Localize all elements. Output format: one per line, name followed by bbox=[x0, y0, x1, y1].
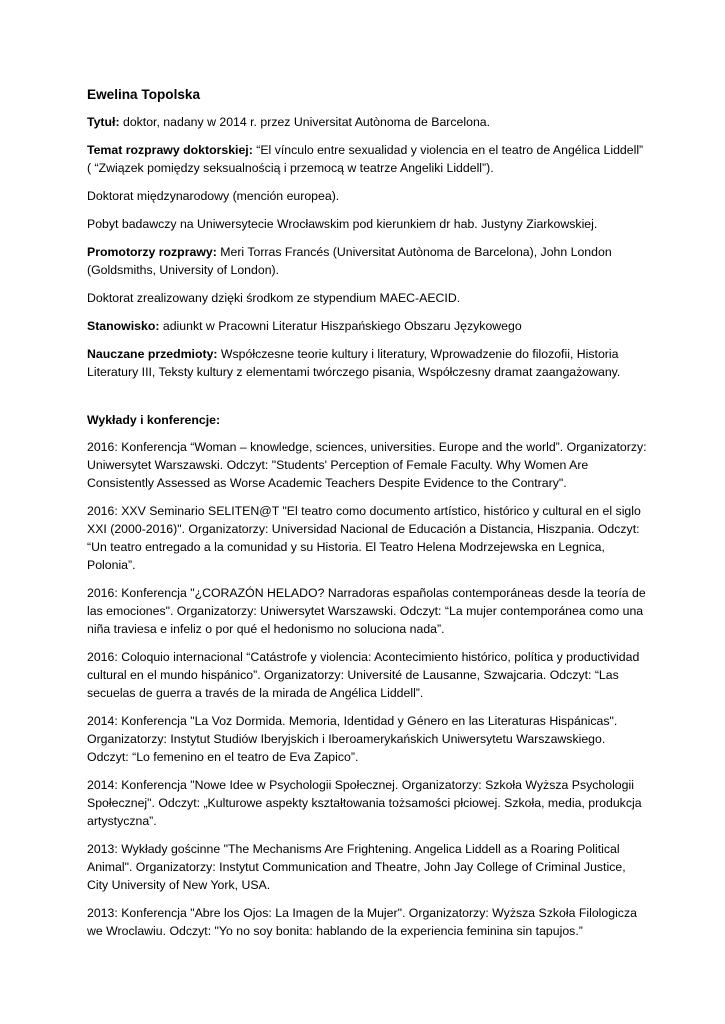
supervisors-label: Promotorzy rozprawy: bbox=[87, 245, 217, 259]
title-text: doktor, nadany w 2014 r. przez Universitat Autònoma de Barcelona. bbox=[119, 115, 491, 129]
doctorate-type: Doktorat międzynarodowy (mención europea). bbox=[87, 189, 340, 203]
courses-label: Nauczane przedmioty: bbox=[87, 347, 218, 361]
position-label: Stanowisko: bbox=[87, 319, 160, 333]
dissertation-text: “El vínculo entre sexualidad y violencia en el teatro de Angélica Liddell” ( “Związek pomiędzy seksualnością i przemocą w teatrze Angeliki Liddell”). bbox=[87, 143, 644, 175]
dissertation-label: Temat rozprawy doktorskiej: bbox=[87, 143, 253, 157]
funding: Doktorat zrealizowany dzięki środkom ze stypendium MAEC-AECID. bbox=[87, 291, 461, 305]
research-stay: Pobyt badawczy na Uniwersytecie Wrocławskim pod kierunkiem dr hab. Justyny Ziarkowskiej. bbox=[87, 217, 598, 231]
lecture-entry: 2016: Coloquio internacional “Catástrofe y violencia: Acontecimiento histórico, política y productividad cultural en el mundo hispánico”. Organizatorzy: Université de Lausanne, Szwajcaria. Odczyt: “Las secuelas de guerra a través de la mirada de Angélica Liddell”. bbox=[87, 650, 640, 700]
courses-text: Współczesne teorie kultury i literatury, Wprowadzenie do filozofii, Historia Literatury III, Teksty kultury z elementami twórczego pisania, Współczesny dramat zaangażowany. bbox=[87, 347, 621, 379]
lectures-heading: Wykłady i konferencje: bbox=[87, 413, 221, 427]
title-line bbox=[87, 113, 647, 131]
lecture-entry: 2016: Konferencja "¿CORAZÓN HELADO? Narradoras españolas contemporáneas desde la teoría de las emociones". Organizatorzy: Uniwersytet Warszawski. Odczyt: “La mujer contemporánea como una niña traviesa e infeliz o por qué el hedonismo no soluciona nada”. bbox=[87, 586, 646, 636]
document-page bbox=[87, 86, 647, 950]
position bbox=[87, 317, 647, 335]
lecture-entry: 2014: Konferencja "La Voz Dormida. Memoria, Identidad y Género en las Literaturas Hispánicas". Organizatorzy: Instytut Studiów Iberyjskich i Iberoamerykańskich Uniwersytetu Warszawskiego. Odczyt: “Lo femenino en el teatro de Eva Zapico”. bbox=[87, 714, 618, 764]
supervisors-text: Meri Torras Francés (Universitat Autònoma de Barcelona), John London (Goldsmiths, University of London). bbox=[87, 245, 612, 277]
lecture-entry: 2014: Konferencja "Nowe Idee w Psychologii Społecznej. Organizatorzy: Szkoła Wyższa Psychologii Społecznej". Odczyt: „Kulturowe aspekty kształtowania tożsamości płciowej. Szkoła, media, produkcja artystyczna”. bbox=[87, 778, 642, 828]
lecture-entry: 2013: Wykłady gościnne "The Mechanisms Are Frightening. Angelica Liddell as a Roaring Political Animal". Organizatorzy: Instytut Communication and Theatre, John Jay College of Criminal Justice, City University of New York, USA. bbox=[87, 842, 626, 892]
courses bbox=[87, 345, 647, 381]
lecture-entry: 2016: XXV Seminario SELITEN@T "El teatro como documento artístico, histórico y cultural en el siglo XXI (2000-2016)". Organizatorzy: Universidad Nacional de Educación a Distancia, Hiszpania. Odczyt: “Un teatro entregado a la comunidad y su Historia. El Teatro Helena Modrzejewska en Legnica, Polonia”. bbox=[87, 504, 641, 572]
title-label: Tytuł: bbox=[87, 115, 120, 129]
dissertation-topic bbox=[87, 141, 647, 177]
supervisors bbox=[87, 243, 647, 279]
lecture-entry: 2013: Konferencja "Abre los Ojos: La Imagen de la Mujer". Organizatorzy: Wyższa Szkoła Filologicza we Wroclawiu. Odczyt: "Yo no soy bonita: hablando de la experiencia feminina sin tapujos.” bbox=[87, 906, 637, 938]
author-name: Ewelina Topolska bbox=[87, 87, 201, 102]
position-text: adiunkt w Pracowni Literatur Hiszpańskiego Obszaru Językowego bbox=[159, 319, 522, 333]
lecture-entry: 2016: Konferencja “Woman – knowledge, sciences, universities. Europe and the world”. Organizatorzy: Uniwersytet Warszawski. Odczyt: "Students' Perception of Female Faculty. Why Women Are Consistently Assessed as Worse Academic Teachers Despite Evidence to the Contrary". bbox=[87, 440, 647, 490]
